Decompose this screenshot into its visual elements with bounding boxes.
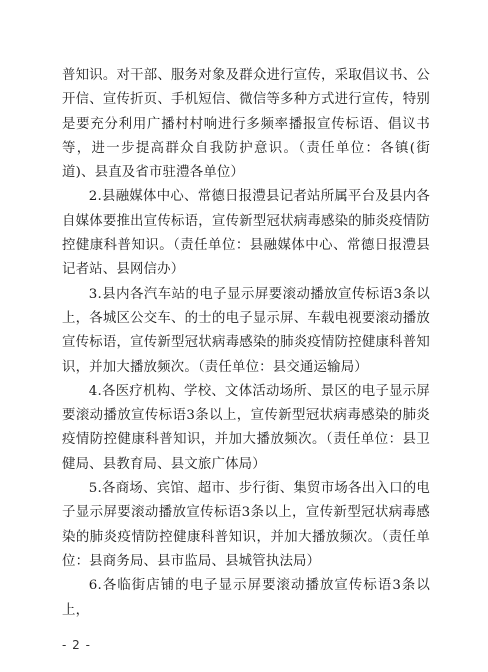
paragraph-item-2: 2.县融媒体中心、常德日报澧县记者站所属平台及县内各自媒体要推出宣传标语，宣传新型冠状病毒感染的肺炎疫情防控健康科普知识。（责任单位：县融媒体中心、常德日报澧县记者站、县网信办） bbox=[62, 189, 430, 278]
document-body bbox=[62, 64, 430, 623]
paragraph-item-4: 4.各医疗机构、学校、文体活动场所、景区的电子显示屏要滚动播放宣传标语3条以上，宣传新型冠状病毒感染的肺炎疫情防控健康科普知识，并加大播放频次。（责任单位：县卫健局、县教育局、县文旅广体局） bbox=[62, 383, 430, 472]
paragraph-item-6: 6.各临街店铺的电子显示屏要滚动播放宣传标语3条以上， bbox=[62, 578, 430, 618]
paragraph-continuation: 普知识。对干部、服务对象及群众进行宣传，采取倡议书、公开信、宣传折页、手机短信、微信等多种方式进行宣传，特别是要充分利用广播村村响进行多频率播报宣传标语、倡议书等，进一步提高群众自我防护意识。（责任单位：各镇(街道)、县直及省市驻澧各单位） bbox=[62, 68, 430, 181]
page-number: - 2 - bbox=[62, 638, 91, 652]
paragraph-item-5: 5.各商场、宾馆、超市、步行街、集贸市场各出入口的电子显示屏要滚动播放宣传标语3条以上，宣传新型冠状病毒感染的肺炎疫情防控健康科普知识，并加大播放频次。（责任单位：县商务局、县市监局、县城管执法局） bbox=[62, 481, 430, 569]
paragraph-item-3: 3.县内各汽车站的电子显示屏要滚动播放宣传标语3条以上，各城区公交车、的士的电子显示屏、车载电视要滚动播放宣传标语，宣传新型冠状病毒感染的肺炎疫情防控健康科普知识，并加大播放频次。（责任单位：县交通运输局） bbox=[62, 286, 430, 375]
